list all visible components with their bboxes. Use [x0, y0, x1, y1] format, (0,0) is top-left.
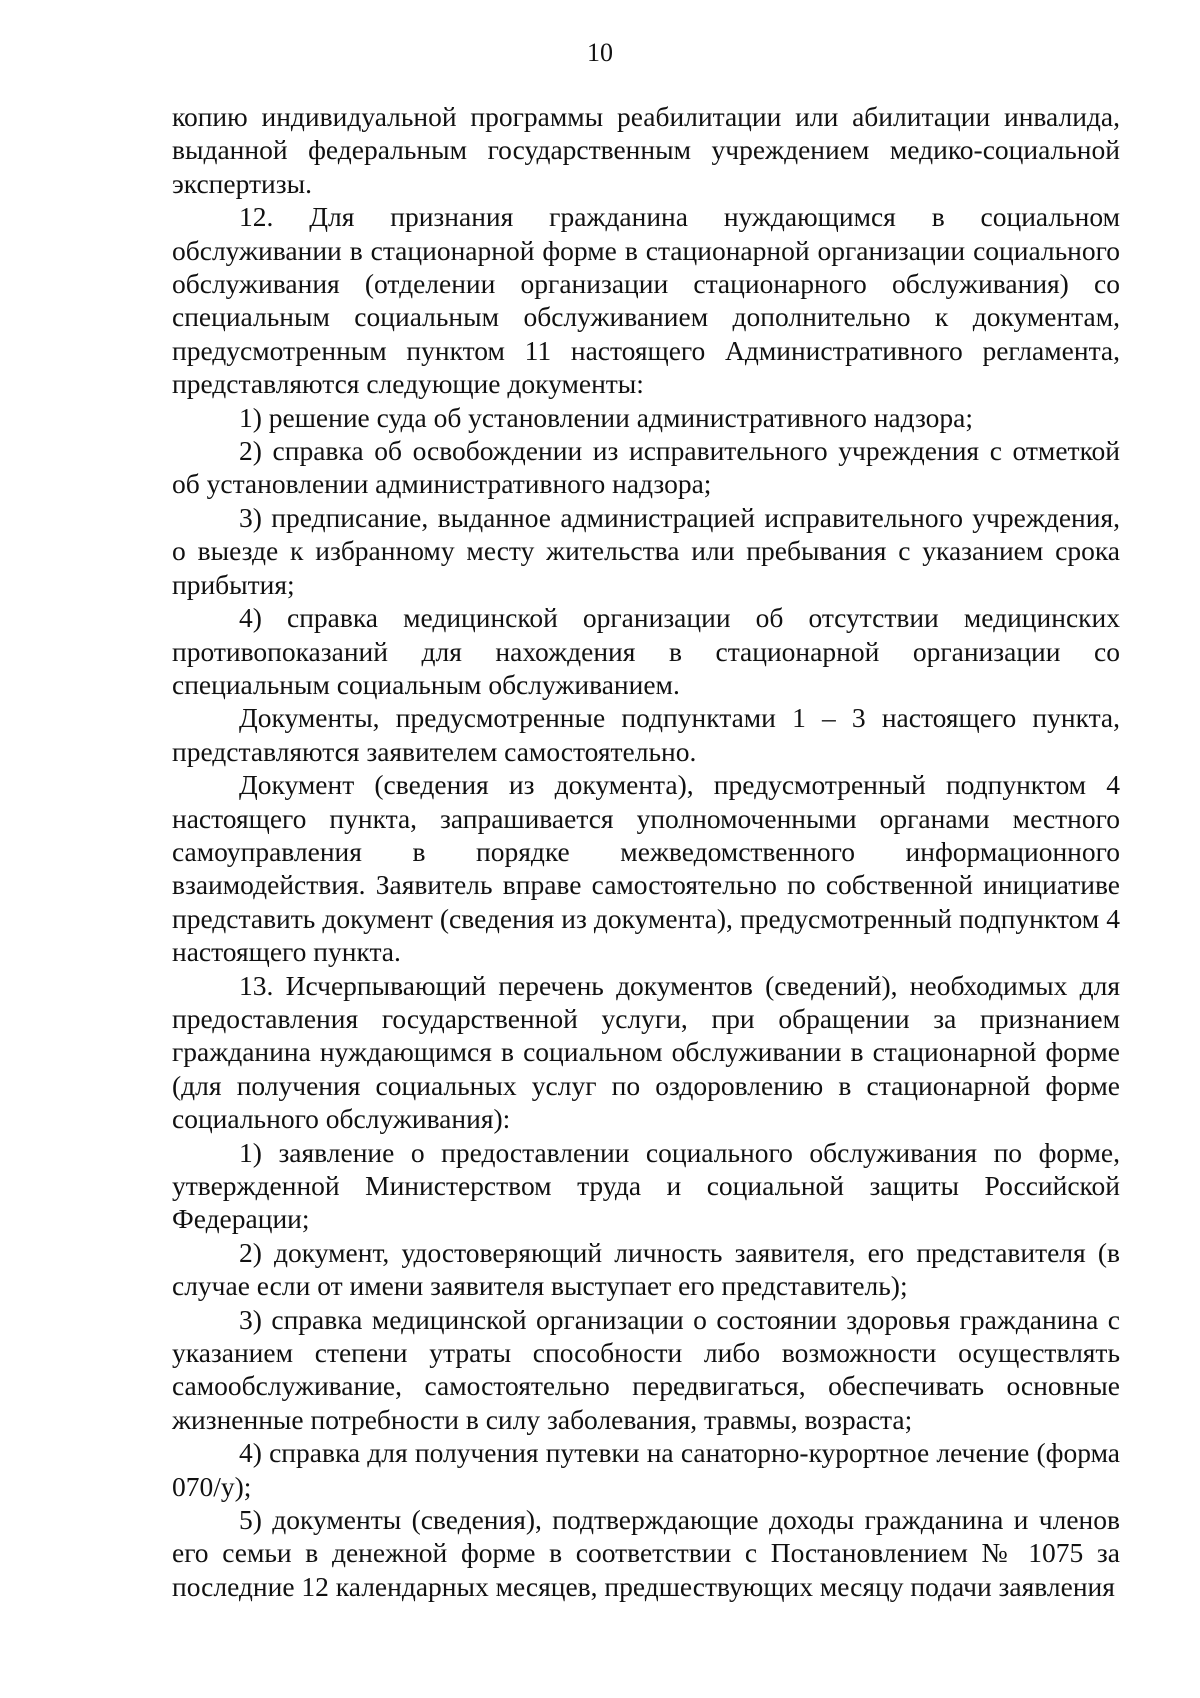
paragraph-12: 3) справка медицинской организации о состоянии здоровья гражданина с указанием степени утраты способности либо возможности осуществлять самообслуживание, самостоятельно передвигаться, обеспечивать основные жизненные потребности в силу заболевания, травмы, возраста;: [172, 1303, 1120, 1435]
paragraph-6: 4) справка медицинской организации об отсутствии медицинских противопоказаний для нахождения в стационарной организации со специальным социальным обслуживанием.: [172, 602, 1120, 700]
paragraph-2: 12. Для признания гражданина нуждающимся в социальном обслуживании в стационарной форме в стационарной организации социального обслуживания (отделении организации стационарного обслуживания) со специальным социальным обслуживанием дополнительно к документам, предусмотренным пунктом 11 настоящего Административного регламента, представляются следующие документы:: [172, 201, 1120, 400]
paragraph-13: 4) справка для получения путевки на санаторно-курортное лечение (форма 070/у);: [172, 1437, 1120, 1502]
document-body: [172, 100, 1120, 1603]
page-number: 10: [587, 38, 613, 67]
paragraph-4: 2) справка об освобождении из исправительного учреждения с отметкой об установлении административного надзора;: [172, 435, 1120, 500]
paragraph-3: 1) решение суда об установлении административного надзора;: [239, 401, 974, 433]
paragraph-1: копию индивидуальной программы реабилитации или абилитации инвалида, выданной федеральным государственным учреждением медико-социальной экспертизы.: [172, 101, 1120, 199]
paragraph-5: 3) предписание, выданное администрацией исправительного учреждения, о выезде к избранному месту жительства или пребывания с указанием срока прибытия;: [172, 501, 1120, 600]
paragraph-9: 13. Исчерпывающий перечень документов (сведений), необходимых для предоставления государственной услуги, при обращении за признанием гражданина нуждающимся в социальном обслуживании в стационарной форме (для получения социальных услуг по оздоровлению в стационарной форме социального обслуживания):: [172, 969, 1120, 1135]
paragraph-7: Документы, предусмотренные подпунктами 1 – 3 настоящего пункта, представляются заявителем самостоятельно.: [172, 702, 1120, 767]
paragraph-10: 1) заявление о предоставлении социального обслуживания по форме, утвержденной Министерством труда и социальной защиты Российской Федерации;: [172, 1136, 1120, 1235]
paragraph-14: 5) документы (сведения), подтверждающие доходы гражданина и членов его семьи в денежной форме в соответствии с Постановлением № 1075 за последние 12 календарных месяцев, предшествующих месяцу подачи заявления: [172, 1504, 1120, 1602]
paragraph-11: 2) документ, удостоверяющий личность заявителя, его представителя (в случае если от имени заявителя выступает его представитель);: [172, 1236, 1120, 1302]
paragraph-8: Документ (сведения из документа), предусмотренный подпунктом 4 настоящего пункта, запрашивается уполномоченными органами местного самоуправления в порядке межведомственного информационного взаимодействия. Заявитель вправе самостоятельно по собственной инициативе представить документ (сведения из документа), предусмотренный подпунктом 4 настоящего пункта.: [172, 769, 1120, 968]
